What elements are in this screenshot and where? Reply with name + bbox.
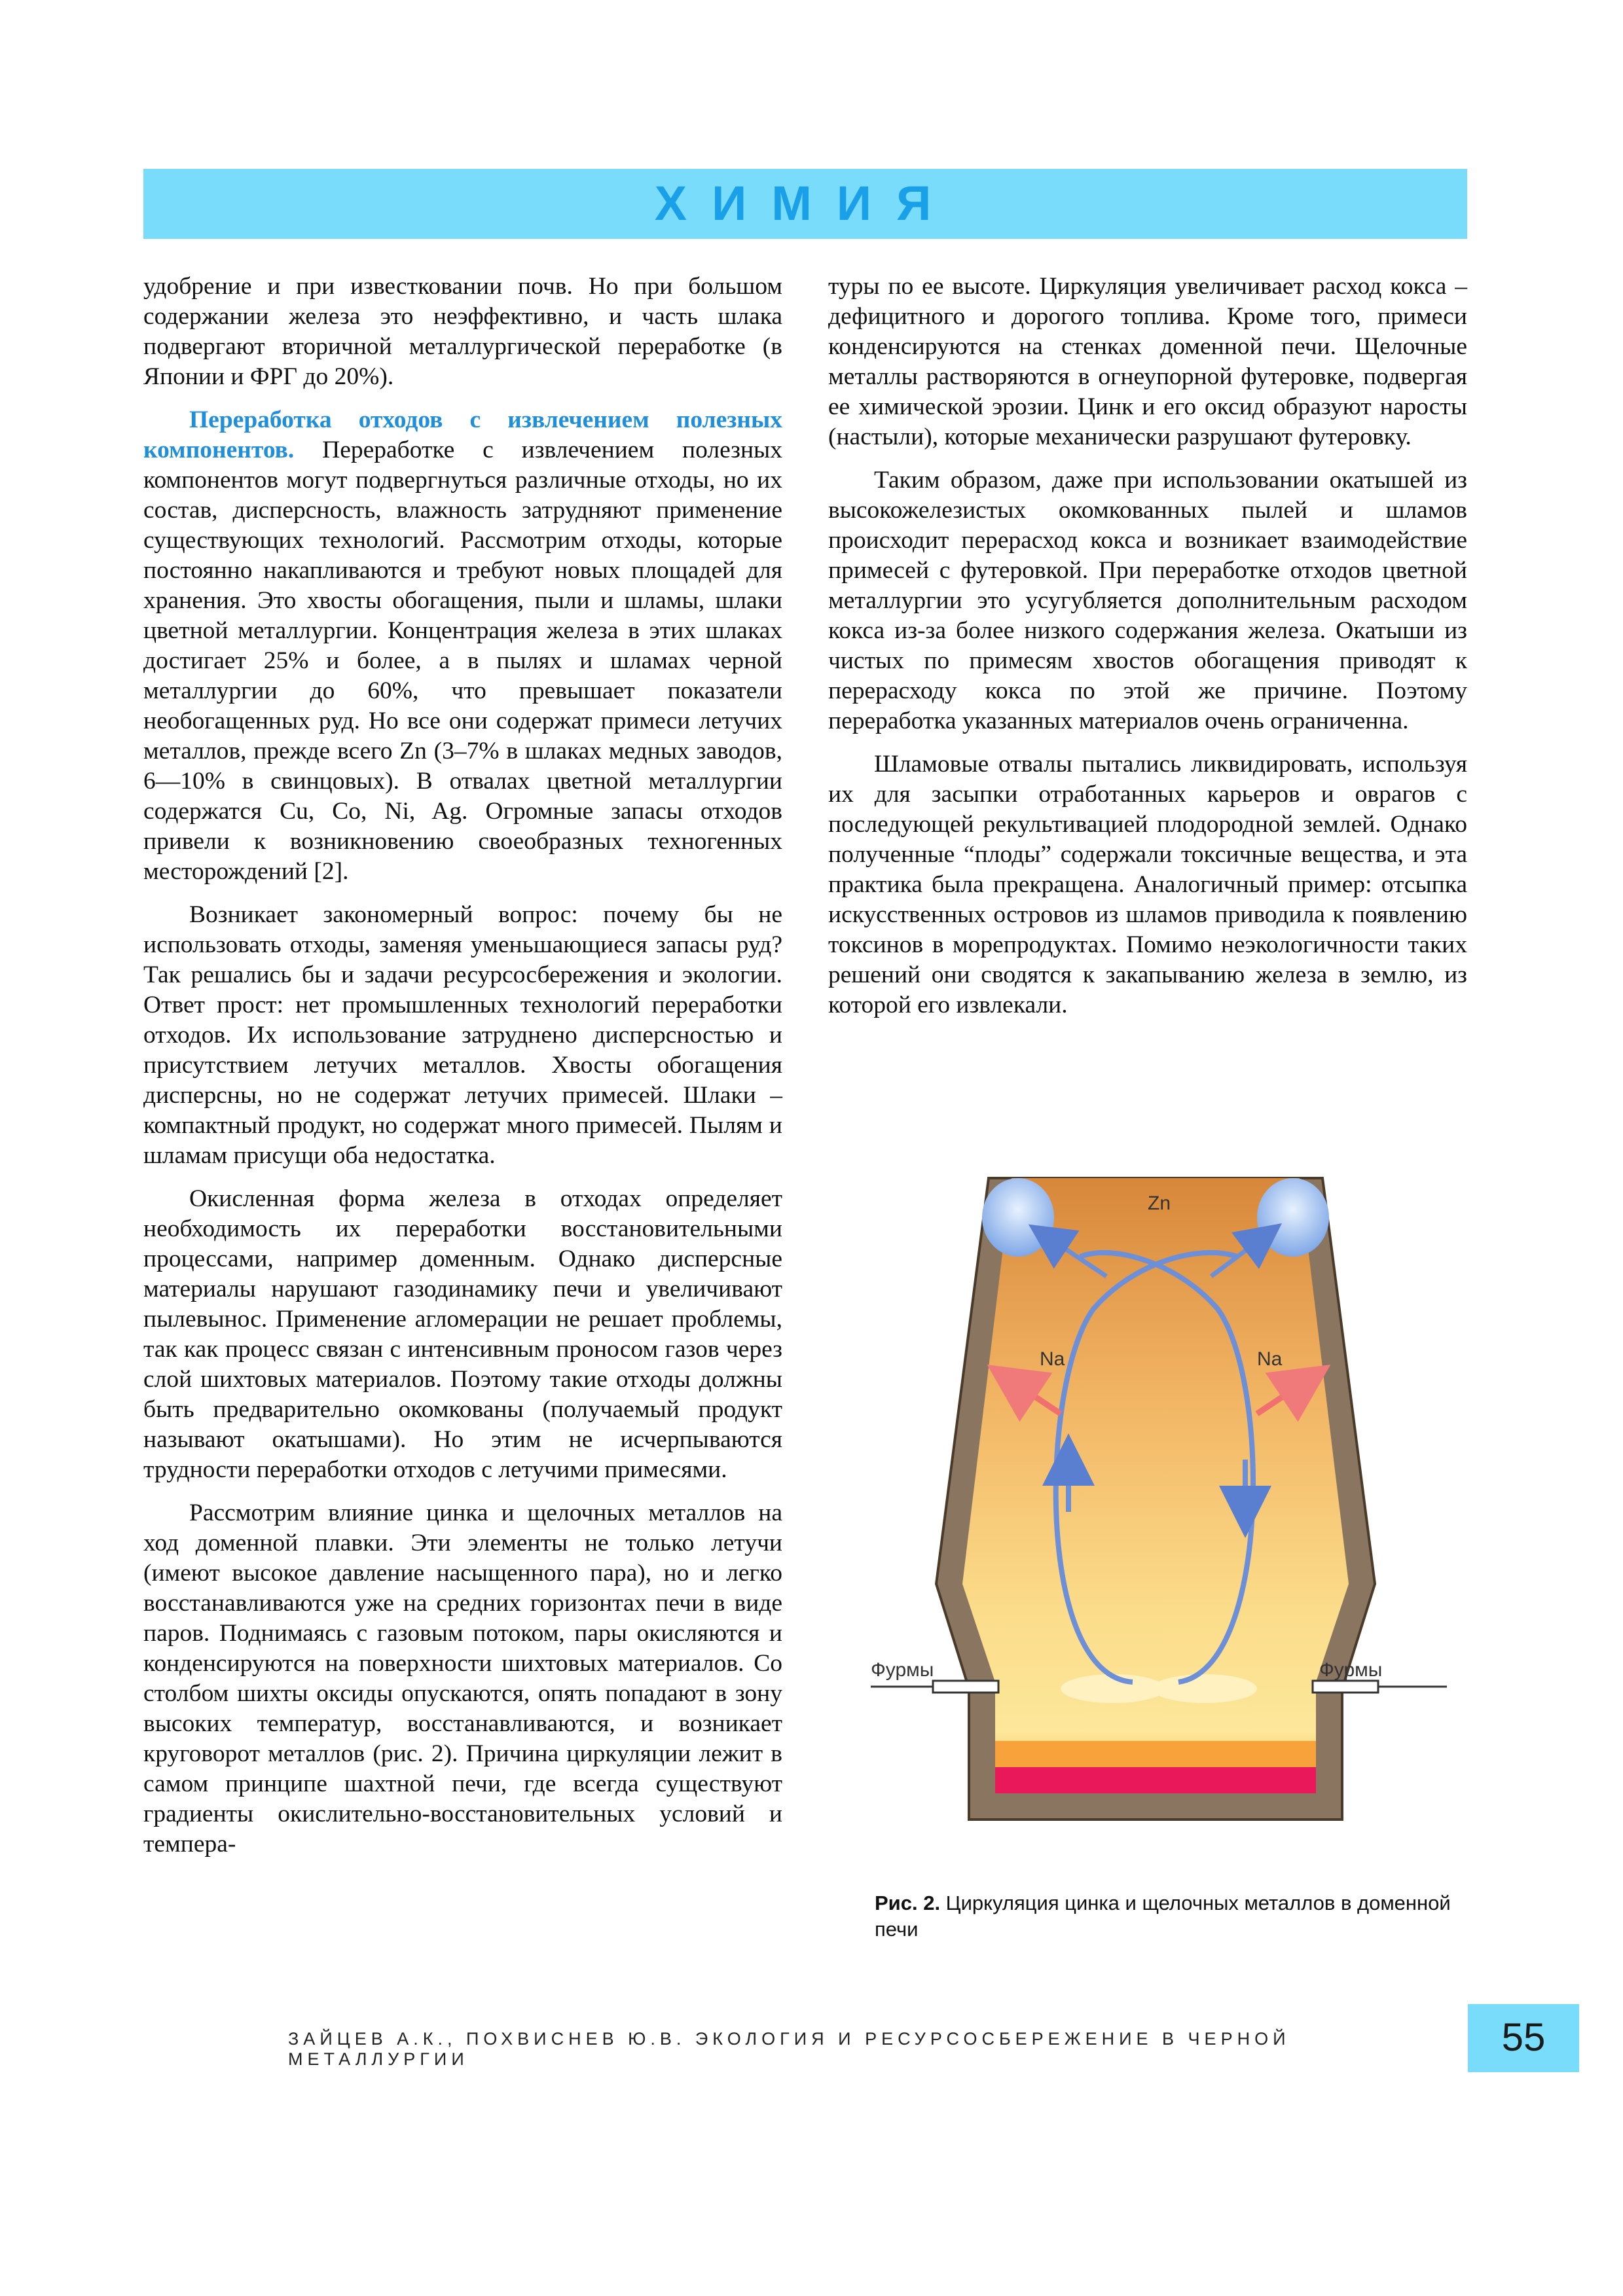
- paragraph: туры по ее высоте. Циркуляция увеличивает расход кокса – дефицитного и дорогого топлива. Кроме того, примеси конденсируются на стенках доменной печи. Щелочные металлы растворяются в огнеупорной футеровке, подвергая ее химической эрозии. Цинк и его оксид образуют наросты (настыли), которые механически разрушают футеровку.: [828, 273, 1467, 450]
- caption-prefix: Рис. 2.: [875, 1892, 941, 1914]
- left-column: [143, 272, 782, 1873]
- figure-caption: [875, 1890, 1451, 1943]
- running-title: ЗАЙЦЕВ А.К., ПОХВИСНЕВ Ю.В. ЭКОЛОГИЯ И РЕСУРСОСБЕРЕЖЕНИЕ В ЧЕРНОЙ МЕТАЛЛУРГИИ: [288, 2029, 1290, 2069]
- label-tuyere-left: Фурмы: [871, 1659, 934, 1681]
- zinc-deposit-right: [1257, 1178, 1329, 1257]
- paragraph: Рассмотрим влияние цинка и щелочных металлов на ход доменной плавки. Эти элементы не только летучи (имеют высокое давление насыщенного пара), но и легко восстанавливаются уже на средних горизонтах печи в виде паров. Поднимаясь с газовым потоком, пары окисляются и конденсируются на поверхности шихтовых материалов. Со столбом шихты оксиды опускаются, опять попадают в зону высоких температур, восстанавливаются, и возникает круговорот металлов (рис. 2). Причина циркуляции лежит в самом принципе шахтной печи, где всегда существуют градиенты окислительно-восстановительных условий и темпера-: [143, 1499, 782, 1857]
- caption-text: Циркуляция цинка и щелочных металлов в доменной печи: [875, 1892, 1451, 1941]
- label-zn: Zn: [1148, 1193, 1171, 1214]
- furnace-diagram: [871, 1165, 1447, 1833]
- hearth-orange-layer: [995, 1741, 1316, 1767]
- label-na-right: Na: [1257, 1348, 1283, 1370]
- subheading: Переработка отходов с извлечением полезных компонентов.: [143, 406, 782, 463]
- label-tuyere-right: Фурмы: [1319, 1659, 1383, 1681]
- paragraph: Возникает закономерный вопрос: почему бы не использовать отходы, заменяя уменьшающиеся запасы руд? Так решались бы и задачи ресурсосбережения и экологии. Ответ прост: нет промышленных технологий переработки отходов. Их использование затруднено дисперсностью и присутствием летучих металлов. Хвосты обогащения дисперсны, но не содержат летучих примесей. Шлаки – компактный продукт, но содержат много примесей. Пылям и шламам присущи оба недостатка.: [143, 901, 782, 1169]
- paragraph: удобрение и при известковании почв. Но при большом содержании железа это неэффективно, и часть шлака подвергают вторичной металлургической переработке (в Японии и ФРГ до 20%).: [143, 273, 782, 390]
- section-header-band: [143, 169, 1467, 239]
- raceway-flame-right: [1152, 1674, 1257, 1703]
- tuyere-right: [1313, 1681, 1378, 1693]
- paragraph-body: Переработке с извлечением полезных компонентов могут подвергнуться различные отходы, но их состав, дисперсность, влажность затрудняют применение существующих технологий. Рассмотрим отходы, которые постоянно накапливаются и требуют новых площадей для хранения. Это хвосты обогащения, пыли и шламы, шлаки цветной металлургии. Концентрация железа в этих шлаках достигает 25% и более, а в пылях и шламах черной металлургии до 60%, что превышает показатели необогащенных руд. Но все они содержат примеси летучих металлов, прежде всего Zn (3–7% в шлаках медных заводов, 6—10% в свинцовых). В отвалах цветной металлургии содержатся Cu, Co, Ni, Ag. Огромные запасы отходов привели к возникновению своеобразных техногенных месторождений [2].: [143, 437, 782, 885]
- page-number-box: [1468, 2004, 1579, 2072]
- paragraph: Шламовые отвалы пытались ликвидировать, используя их для засыпки отработанных карьеров и оврагов с последующей рекультивацией плодородной землей. Однако полученные “плоды” содержали токсичные вещества, и эта практика была прекращена. Аналогичный пример: отсыпка искусственных островов из шламов приводила к появлению токсинов в морепродуктах. Помимо неэкологичности таких решений они сводятся к закапыванию железа в землю, из которой его извлекали.: [828, 751, 1467, 1018]
- paragraph: Окисленная форма железа в отходах определяет необходимость их переработки восстановительными процессами, например доменным. Однако дисперсные материалы нарушают газодинамику печи и увеличивают пылевынос. Применение агломерации не решает проблемы, так как процесс связан с интенсивным проносом газов через слой шихтовых материалов. Поэтому такие отходы должны быть предварительно окомкованы (получаемый продукт называют окатышами). Но этим не исчерпываются трудности переработки отходов с летучими примесями.: [143, 1185, 782, 1483]
- hearth-red-layer: [995, 1767, 1316, 1793]
- section-title: ХИМИЯ: [654, 176, 957, 230]
- blast-furnace-figure: [871, 1165, 1447, 1833]
- paragraph: [143, 405, 782, 887]
- right-column: [828, 272, 1467, 1033]
- tuyere-left: [933, 1681, 998, 1693]
- label-na-left: Na: [1040, 1348, 1065, 1370]
- zinc-deposit-left: [982, 1178, 1054, 1257]
- paragraph: Таким образом, даже при использовании окатышей из высокожелезистых окомкованных пылей и шламов происходит перерасход кокса и возникает взаимодействие примесей с футеровкой. При переработке отходов цветной металлургии это усугубляется дополнительным расходом кокса из-за более низкого содержания железа. Окатыши из чистых по примесям хвостов обогащения приводят к перерасходу кокса по этой же причине. Поэтому переработка указанных материалов очень ограниченна.: [828, 467, 1467, 734]
- furnace-interior: [962, 1178, 1349, 1793]
- page-number: 55: [1501, 2015, 1546, 2059]
